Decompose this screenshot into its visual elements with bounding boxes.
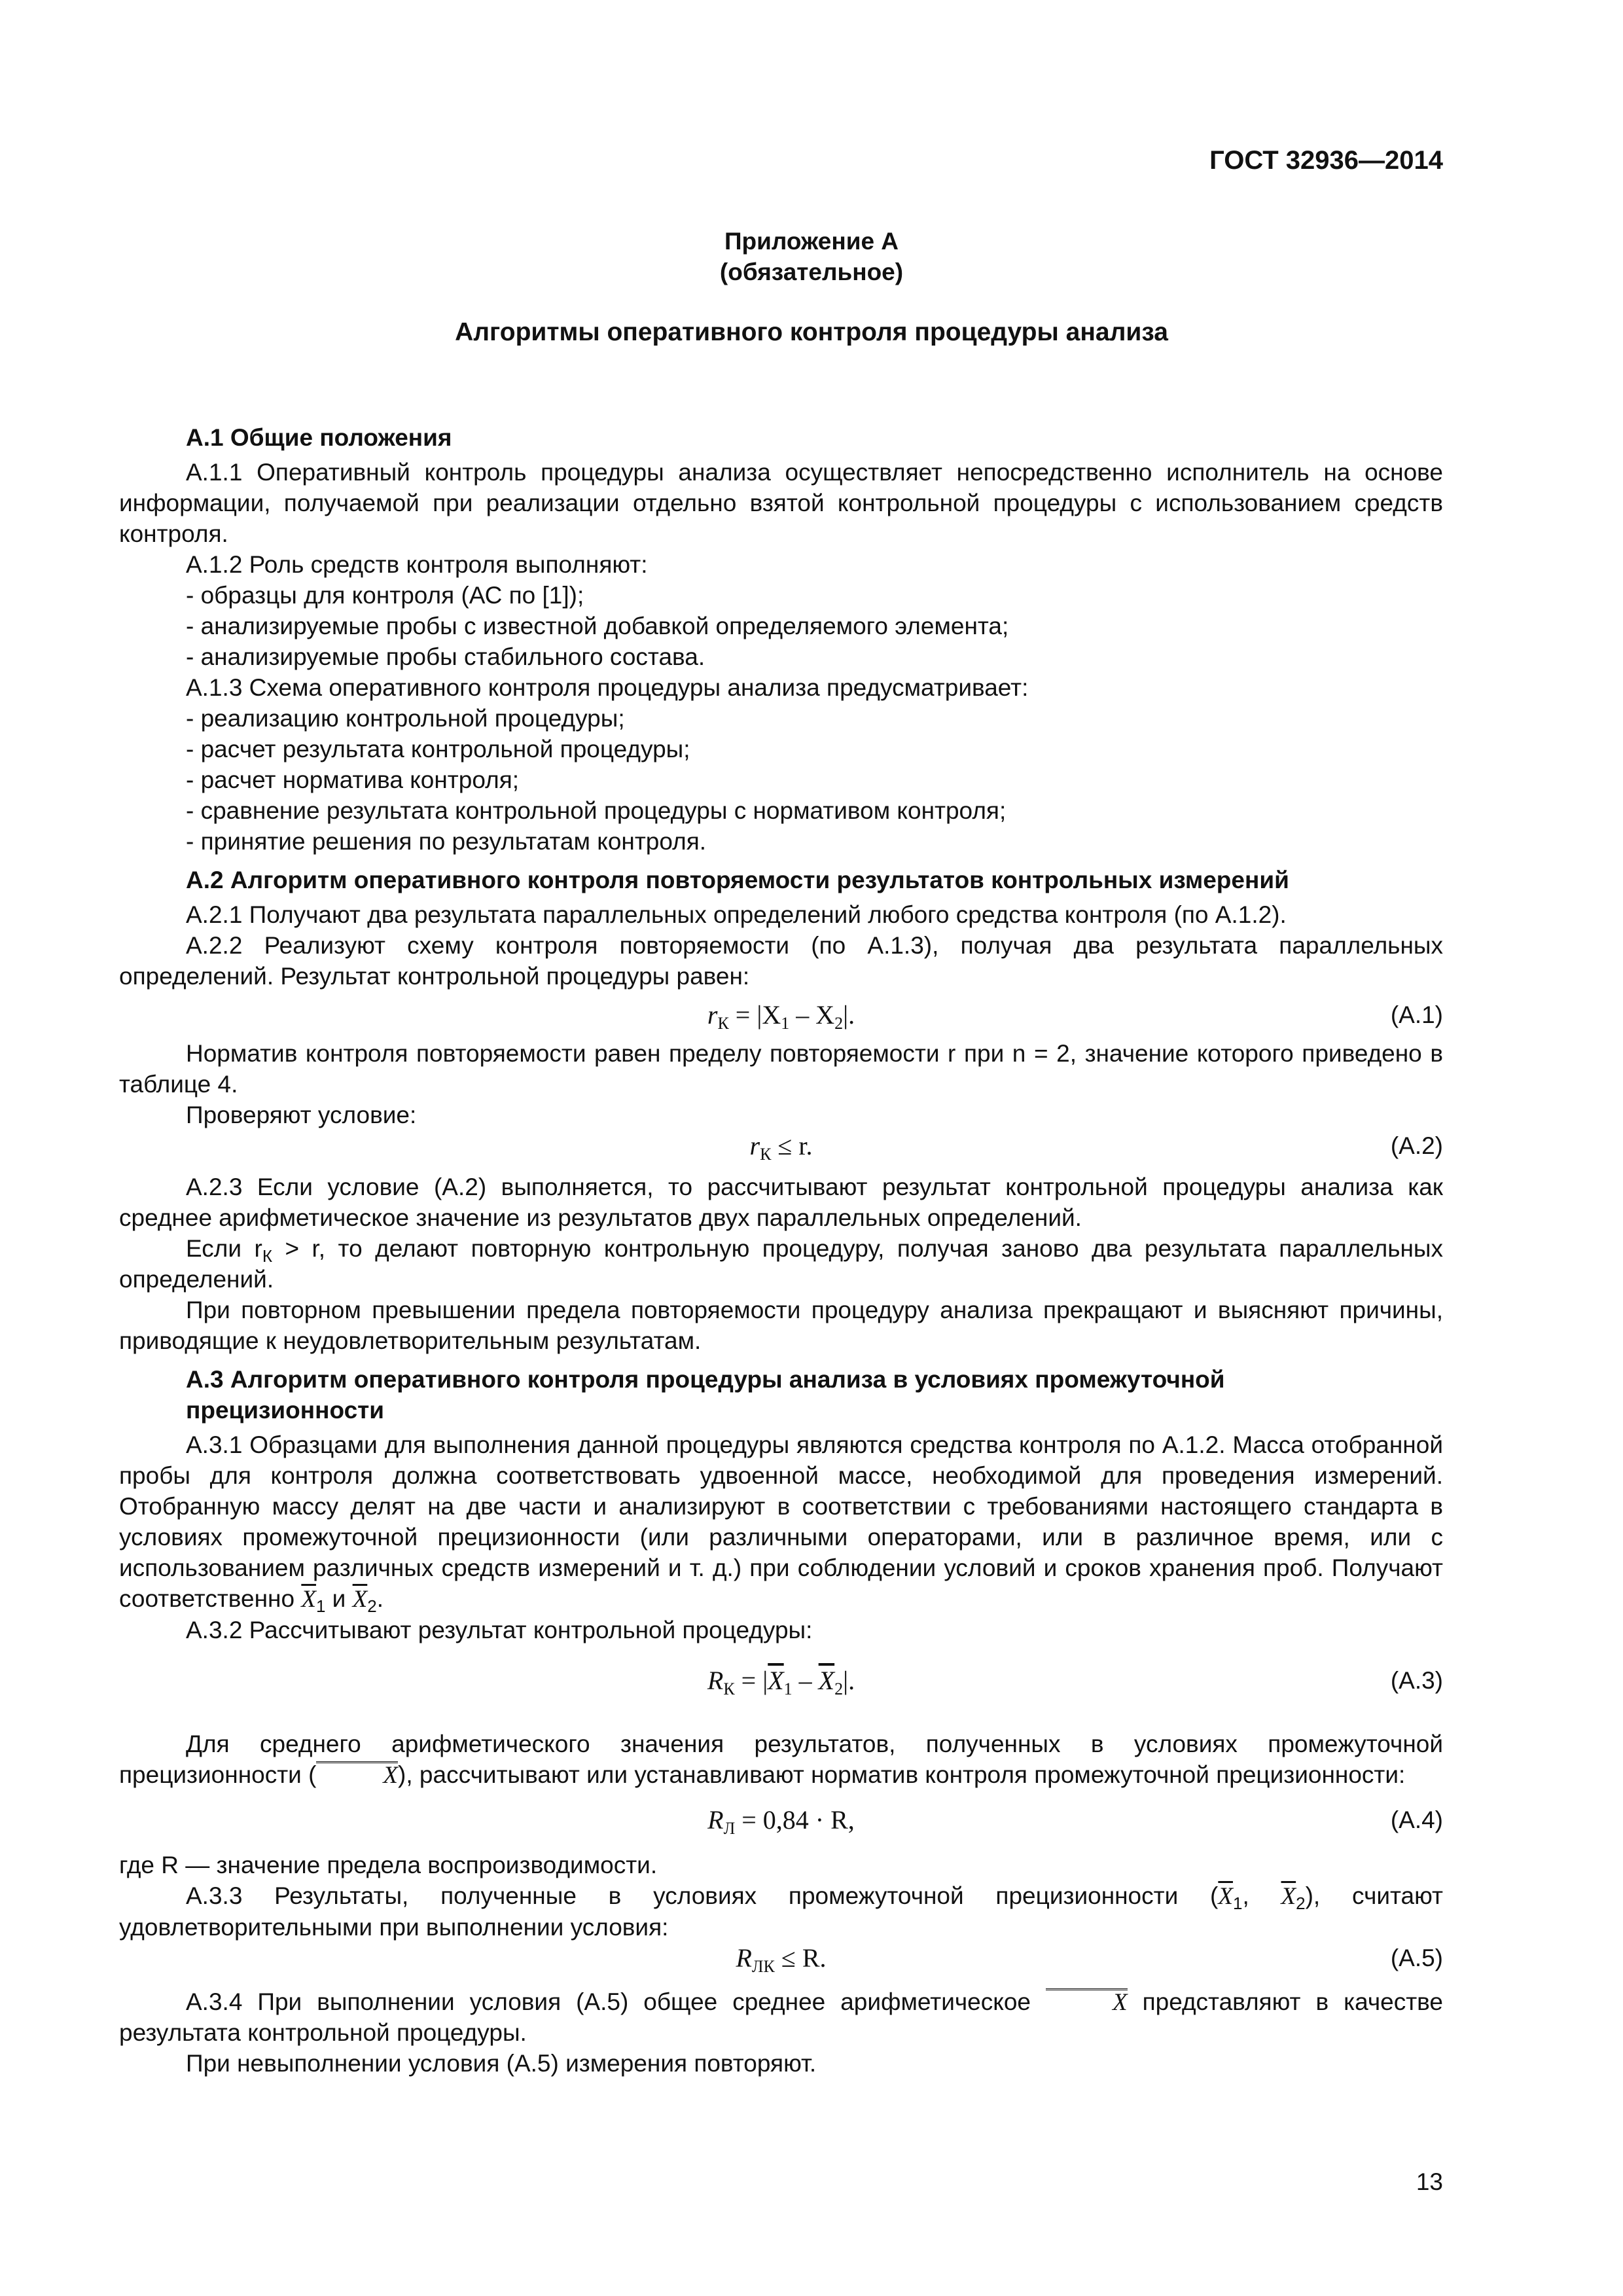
paragraph: А.3.4 При выполнении условия (А.5) общее среднее арифметическое X представляют в качестве результата контрольной процедуры. (119, 1988, 1443, 2046)
section-a3-title: А.3 Алгоритм оперативного контроля процедуры анализа в условиях промежуточной прецизионности (186, 1366, 1225, 1424)
list-item: - образцы для контроля (АС по [1]); (186, 582, 584, 609)
paragraph: А.1.2 Роль средств контроля выполняют: (186, 551, 648, 578)
paragraph: А.2.1 Получают два результата параллельных определений любого средства контроля (по А.1.2). (186, 901, 1287, 928)
paragraph: А.3.1 Образцами для выполнения данной процедуры являются средства контроля по А.1.2. Масса отобранной пробы для контроля должна соответствовать удвоенной массе, необходимой для проведения измерений. Отобранную массу делят на две части и анализируют в соответствии с требованиями настоящего стандарта в условиях промежуточной прецизионности (или различными операторами, или в различное время, или с использованием различных средств измерений и т. д.) при соблюдении условий и сроков хранения проб. Получают соответственно $\overline{X}_1$ и $\overline{X}_2$. (119, 1431, 1443, 1616)
paragraph: Если $r_К > r$, то делают повторную контрольную процедуру, получая заново два результата параллельных определений. (119, 1235, 1443, 1293)
list-item: - сравнение результата контрольной процедуры с нормативом контроля; (186, 797, 1007, 824)
paragraph: При невыполнении условия (А.5) измерения повторяют. (186, 2050, 817, 2077)
equation-number: (А.3) (1390, 1667, 1443, 1694)
paragraph: А.3.2 Рассчитывают результат контрольной процедуры: (186, 1617, 813, 1643)
document-body (119, 422, 1443, 2079)
appendix-heading: Алгоритмы оперативного контроля процедуры анализа (455, 318, 1168, 346)
paragraph: А.2.2 Реализуют схему контроля повторяемости (по А.1.3), получая два результата параллельных определений. Результат контрольной процедуры равен: (119, 932, 1443, 990)
appendix-status: (обязательное) (719, 259, 904, 285)
list-item: - расчет норматива контроля; (186, 766, 520, 793)
equation-a5: $R_{ЛК} \le R$. (А.5) (736, 1943, 1443, 1976)
section-a2-title: А.2 Алгоритм оперативного контроля повторяемости результатов контрольных измерений (186, 867, 1289, 893)
appendix-title: Приложение А (724, 228, 899, 255)
page-number: 13 (1416, 2168, 1443, 2195)
list-item: - реализацию контрольной процедуры; (186, 705, 625, 732)
paragraph: При повторном превышении предела повторяемости процедуру анализа прекращают и выясняют причины, приводящие к неудовлетворительным результатам. (119, 1297, 1443, 1354)
equation-number: (А.4) (1390, 1806, 1443, 1833)
paragraph: Для среднего арифметического значения результатов, полученных в условиях промежуточной прецизионности ( X), рассчитывают или устанавливают норматив контроля промежуточной прецизионности: (119, 1731, 1443, 1789)
equation-a4: $R_Л = 0,84 \cdot R$, (А.4) (707, 1805, 1443, 1838)
paragraph: где R — значение предела воспроизводимости. (119, 1852, 658, 1878)
equation-a3: $R_К = |\overline{X}_1 - \overline{X}_2|$. (А.3) (707, 1666, 1443, 1698)
list-item: - принятие решения по результатам контроля. (186, 828, 707, 855)
standard-code: ГОСТ 32936—2014 (1209, 146, 1443, 175)
equation-number: (А.1) (1390, 1001, 1443, 1028)
equation-number: (А.2) (1390, 1132, 1443, 1159)
paragraph: Проверяют условие: (186, 1102, 417, 1128)
equation-a1: $r_К = |X_1 - X_2|$. (А.1) (707, 1000, 1443, 1033)
list-item: - расчет результата контрольной процедуры; (186, 736, 690, 762)
paragraph: А.2.3 Если условие (А.2) выполняется, то рассчитывают результат контрольной процедуры анализа как среднее арифметическое значение из результатов двух параллельных определений. (119, 1174, 1443, 1231)
paragraph: А.3.3 Результаты, полученные в условиях промежуточной прецизионности ($\overline{X}_1$, $\overline{X}_2$), считают удовлетворительными при выполнении условия: (119, 1882, 1444, 1941)
paragraph: А.1.1 Оперативный контроль процедуры анализа осуществляет непосредственно исполнитель на основе информации, получаемой при реализации отдельно взятой контрольной процедуры с использованием средств контроля. (119, 459, 1443, 547)
equation-number: (А.5) (1390, 1945, 1443, 1971)
paragraph: Норматив контроля повторяемости равен пределу повторяемости r при n = 2, значение которого приведено в таблице 4. (119, 1040, 1443, 1098)
equation-a2: $r_К \le r$. (А.2) (749, 1131, 1443, 1164)
paragraph: А.1.3 Схема оперативного контроля процедуры анализа предусматривает: (186, 674, 1029, 701)
list-item: - анализируемые пробы с известной добавкой определяемого элемента; (186, 613, 1009, 639)
list-item: - анализируемые пробы стабильного состава. (186, 643, 705, 670)
section-a1-title: А.1 Общие положения (186, 424, 452, 451)
